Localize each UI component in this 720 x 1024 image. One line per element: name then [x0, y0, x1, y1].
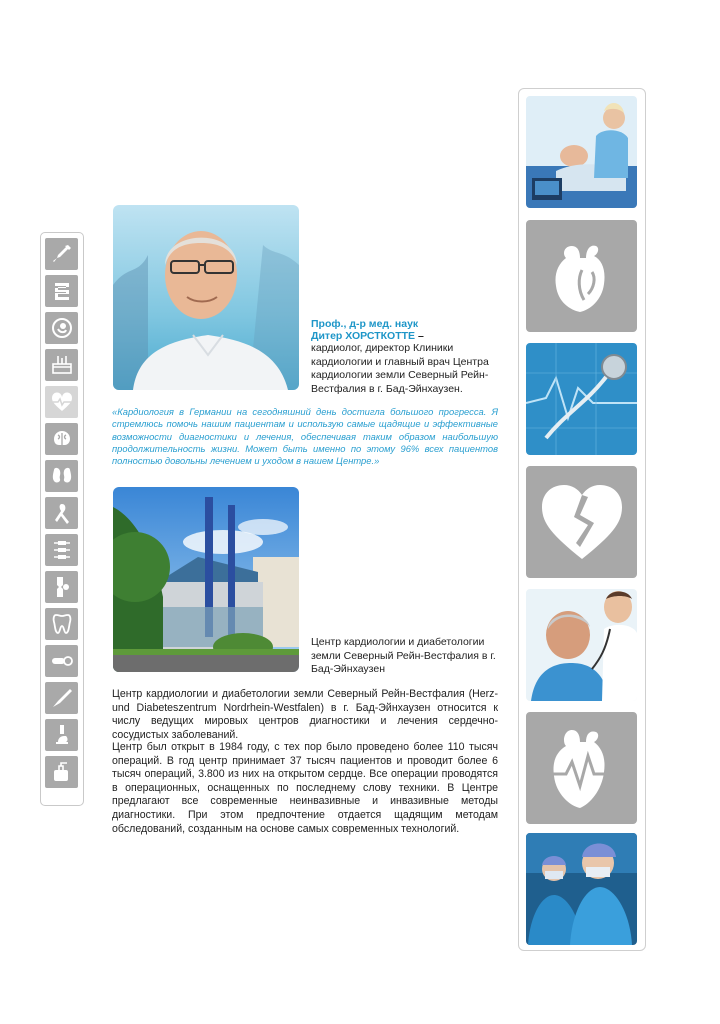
ultrasound-exam-photo[interactable]	[526, 96, 637, 208]
doctor-title: Проф., д-р мед. наук	[311, 318, 419, 330]
brain-icon[interactable]	[45, 423, 78, 455]
left-category-strip	[40, 232, 84, 806]
stethoscope-photo[interactable]	[526, 343, 637, 455]
doctor-description: кардиолог, директор Клиники кардиологии и главный врач Центра кардиологии земли Северный Рейн-Вестфалия в г. Бад-Эйнхаузен.	[311, 342, 489, 395]
kidney-icon[interactable]	[45, 460, 78, 492]
heart-anatomy-icon[interactable]	[526, 220, 637, 332]
doctor-portrait	[113, 205, 299, 390]
surgery-photo[interactable]	[526, 833, 637, 945]
heart-pulse-icon[interactable]	[45, 386, 78, 418]
microscope-icon[interactable]	[45, 719, 78, 751]
intestine-icon[interactable]	[45, 275, 78, 307]
scalpel-icon[interactable]	[45, 682, 78, 714]
building-caption: Центр кардиологии и диабетологии земли Северный Рейн-Вестфалия в г. Бад-Эйнхаузен	[311, 636, 496, 675]
skin-icon[interactable]	[45, 349, 78, 381]
tooth-icon[interactable]	[45, 608, 78, 640]
paragraph-history: Центр был открыт в 1984 году, с тех пор было проведено более 110 тысяч операций. В год центр принимает 37 тысяч пациентов и проводит более 6 тысяч операций, 3.800 из них на открытом сердце. Все операции проводятся в операционных, оснащенных по последнему слову техники. В Центре предлагают все современные неинвазивные и инвазивные методы диагностики. При этом предпочтение отдается щадящим методам обследований, созданным на основе самых современных технологий.	[112, 741, 498, 835]
pipette-icon[interactable]	[45, 238, 78, 270]
doctor-quote: «Кардиология в Германии на сегодняшний день достигла большого прогресса. Я стремлюсь помочь нашим пациентам и использую самые щадящие и эффективные возможности диагностики и лечения, обеспечивая таким образом наибольшую продолжительность жизни. Может быть именно по этому 96% всех пациентов полностью довольны лечением и уходом в нашем Центре.»	[112, 406, 498, 467]
clinic-building-photo	[113, 487, 299, 672]
ultrasound-icon[interactable]	[45, 756, 78, 788]
pills-icon[interactable]	[45, 645, 78, 677]
broken-heart-icon[interactable]	[526, 466, 637, 578]
doctor-patient-photo[interactable]	[526, 589, 637, 701]
knee-icon[interactable]	[45, 571, 78, 603]
spine-icon[interactable]	[45, 534, 78, 566]
ribbon-icon[interactable]	[45, 497, 78, 529]
doctor-name: Дитер ХОРСТКОТТЕ	[311, 330, 416, 342]
embryo-icon[interactable]	[45, 312, 78, 344]
right-image-strip	[518, 88, 646, 951]
heart-ecg-icon[interactable]	[526, 712, 637, 824]
paragraph-intro: Центр кардиологии и диабетологии земли Северный Рейн-Вестфалия (Herz- und Diabeteszentrum Nordrhein-Westfalen) в г. Бад-Эйнхаузен относится к числу ведущих мировых центров диагностики и лечения сердечно-сосудистых заболеваний.	[112, 688, 498, 741]
doctor-name-dash: –	[415, 330, 424, 342]
